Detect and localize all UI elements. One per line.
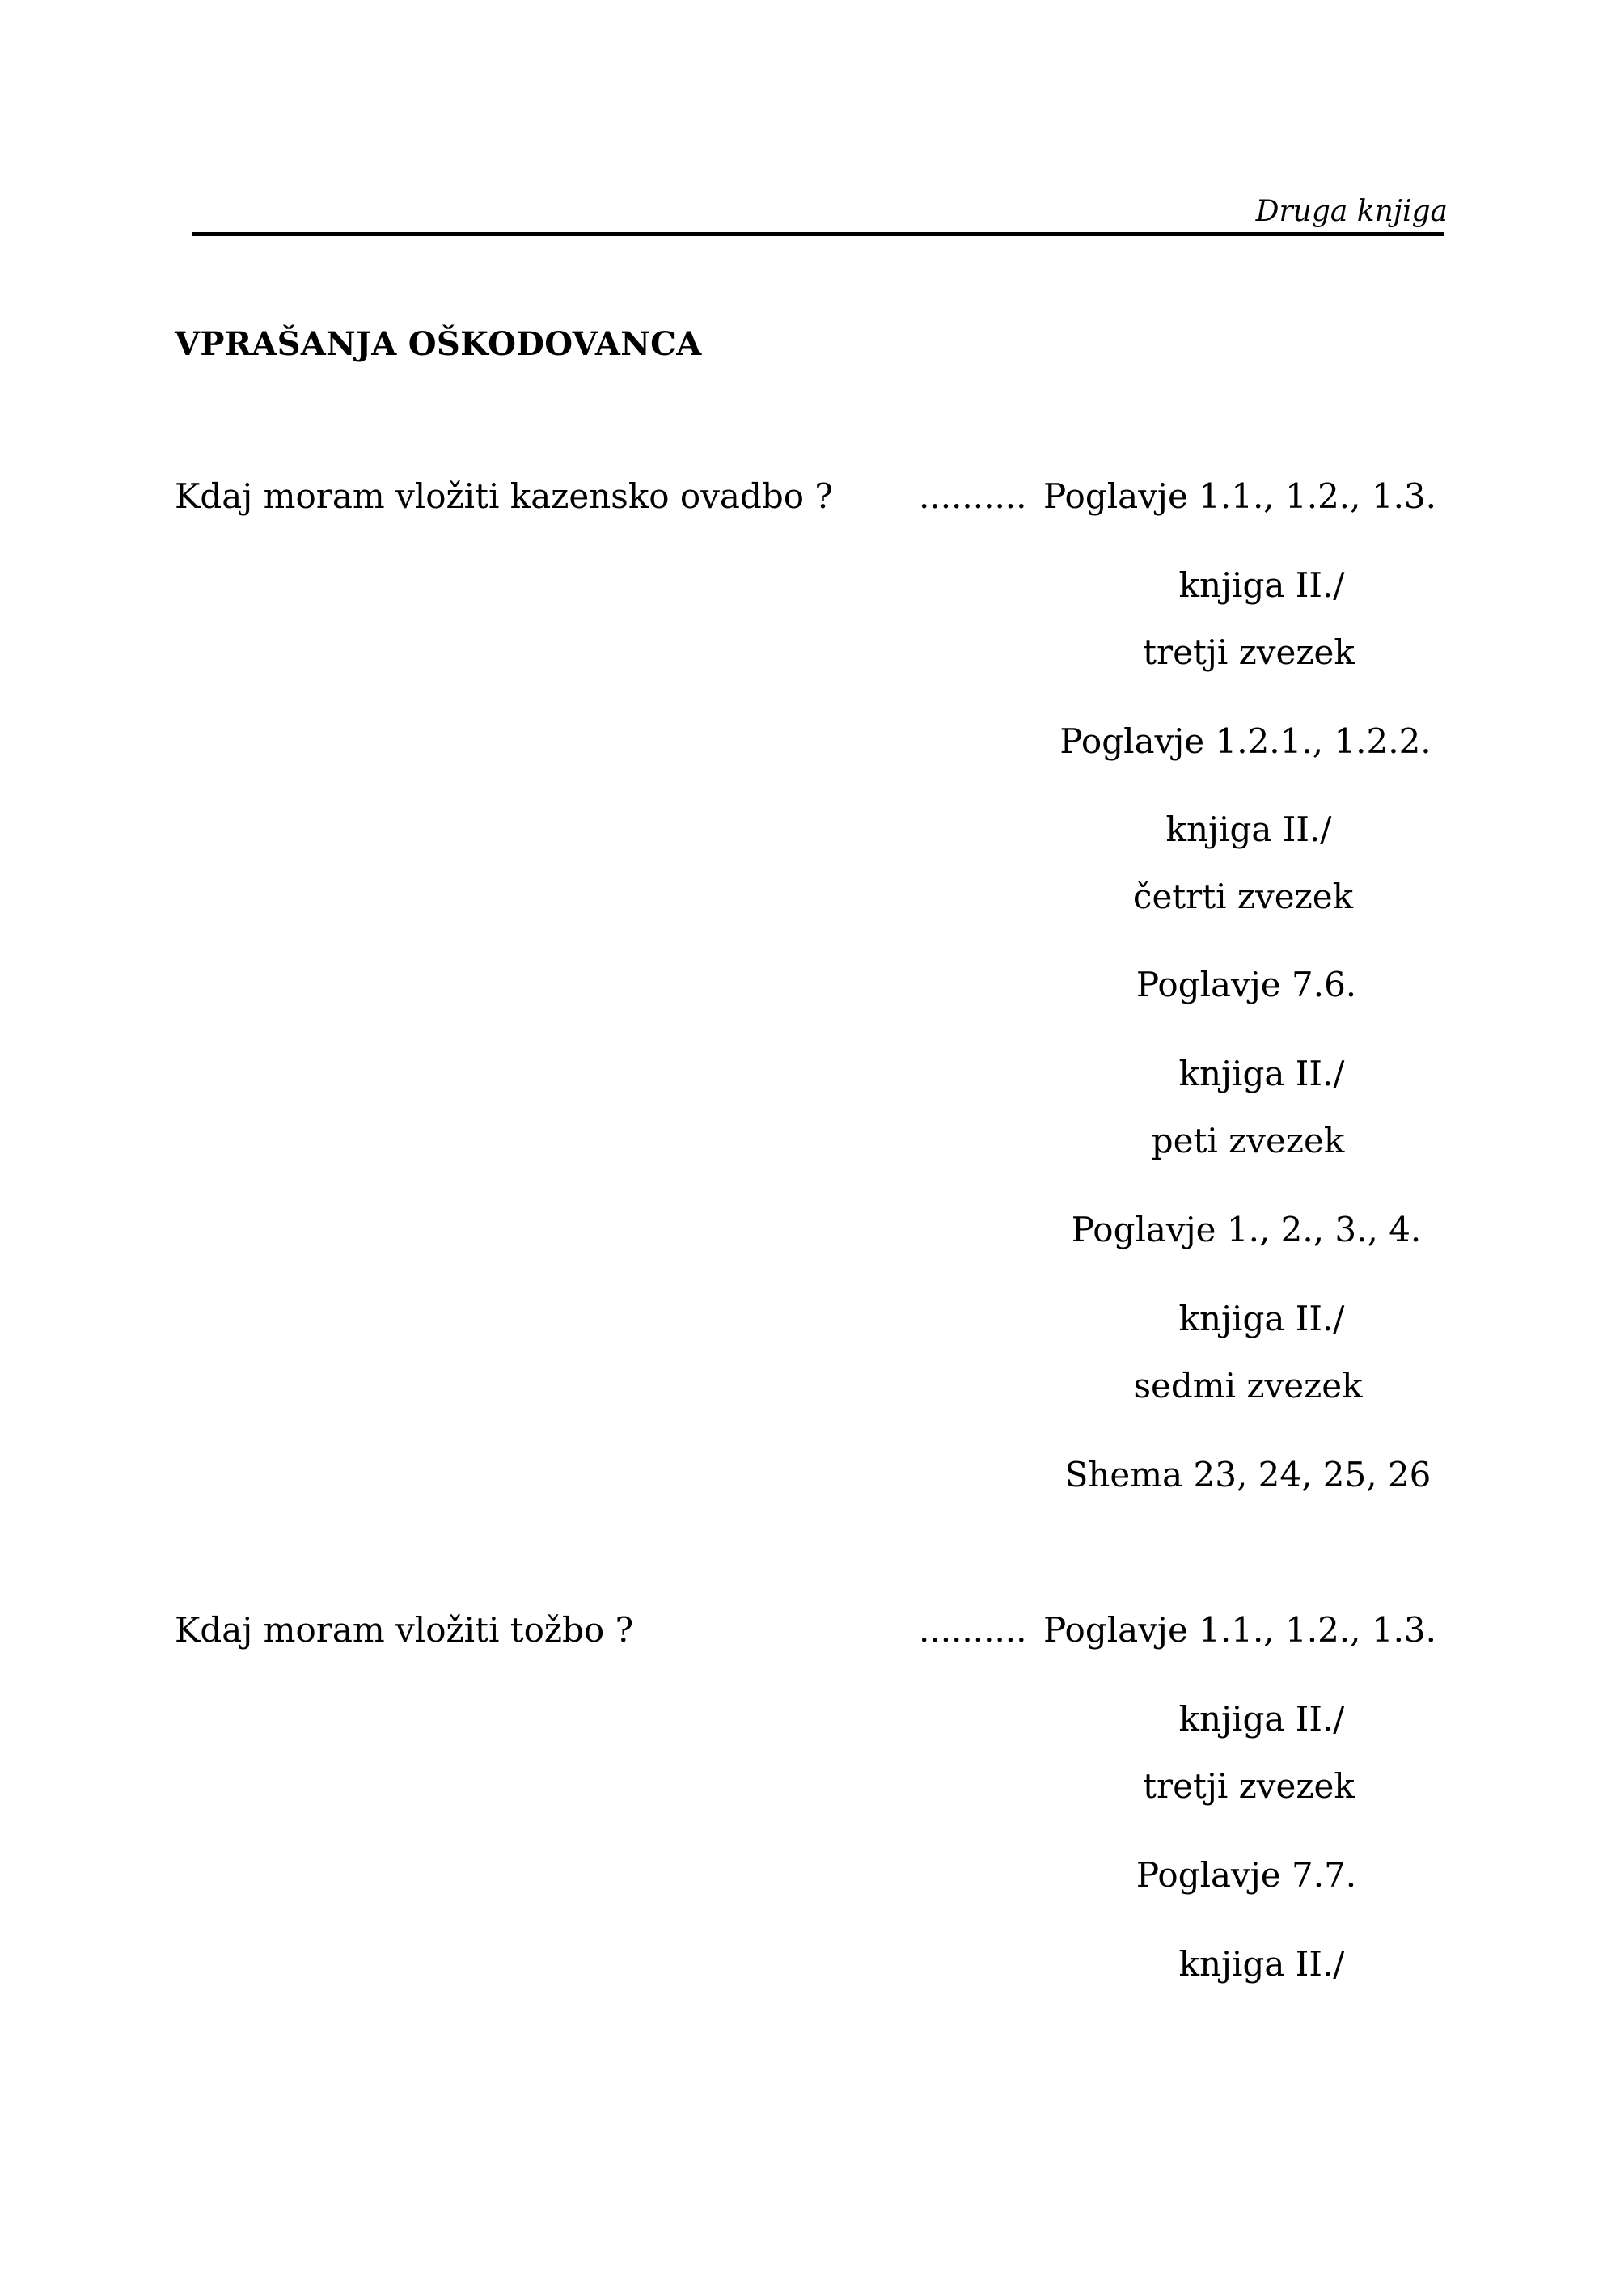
question-2-leader: .......... bbox=[919, 1610, 1027, 1650]
q1-ref-knjiga: knjiga II./ bbox=[1178, 1299, 1345, 1338]
header-rule bbox=[192, 232, 1444, 236]
q2-ref-knjiga: knjiga II./ bbox=[1178, 1944, 1345, 1984]
q2-ref-poglavje: Poglavje 1.1., 1.2., 1.3. bbox=[1043, 1610, 1436, 1650]
question-1-leader: .......... bbox=[919, 476, 1027, 516]
q1-ref-poglavje: Poglavje 1.2.1., 1.2.2. bbox=[1059, 721, 1432, 761]
q1-ref-zvezek: četrti zvezek bbox=[1132, 877, 1354, 916]
q1-ref-shema: Shema 23, 24, 25, 26 bbox=[1064, 1455, 1432, 1494]
section-title: VPRAŠANJA OŠKODOVANCA bbox=[175, 325, 702, 363]
q1-ref-zvezek: sedmi zvezek bbox=[1133, 1366, 1363, 1405]
q1-ref-poglavje: Poglavje 1., 2., 3., 4. bbox=[1071, 1210, 1422, 1249]
q2-ref-poglavje: Poglavje 7.7. bbox=[1136, 1855, 1357, 1895]
q1-ref-knjiga: knjiga II./ bbox=[1178, 1054, 1345, 1093]
q2-ref-zvezek: tretji zvezek bbox=[1143, 1766, 1355, 1806]
q1-ref-zvezek: tretji zvezek bbox=[1143, 632, 1355, 672]
q1-ref-zvezek: peti zvezek bbox=[1151, 1121, 1345, 1160]
q1-ref-poglavje: Poglavje 7.6. bbox=[1136, 965, 1357, 1004]
question-1: Kdaj moram vložiti kazensko ovadbo ? bbox=[175, 476, 833, 516]
q1-ref-knjiga: knjiga II./ bbox=[1165, 809, 1332, 849]
q1-ref-knjiga: knjiga II./ bbox=[1178, 565, 1345, 605]
q2-ref-knjiga: knjiga II./ bbox=[1178, 1699, 1345, 1739]
running-header: Druga knjiga bbox=[1255, 195, 1448, 228]
q1-ref-poglavje: Poglavje 1.1., 1.2., 1.3. bbox=[1043, 476, 1436, 516]
question-2: Kdaj moram vložiti tožbo ? bbox=[175, 1610, 634, 1650]
